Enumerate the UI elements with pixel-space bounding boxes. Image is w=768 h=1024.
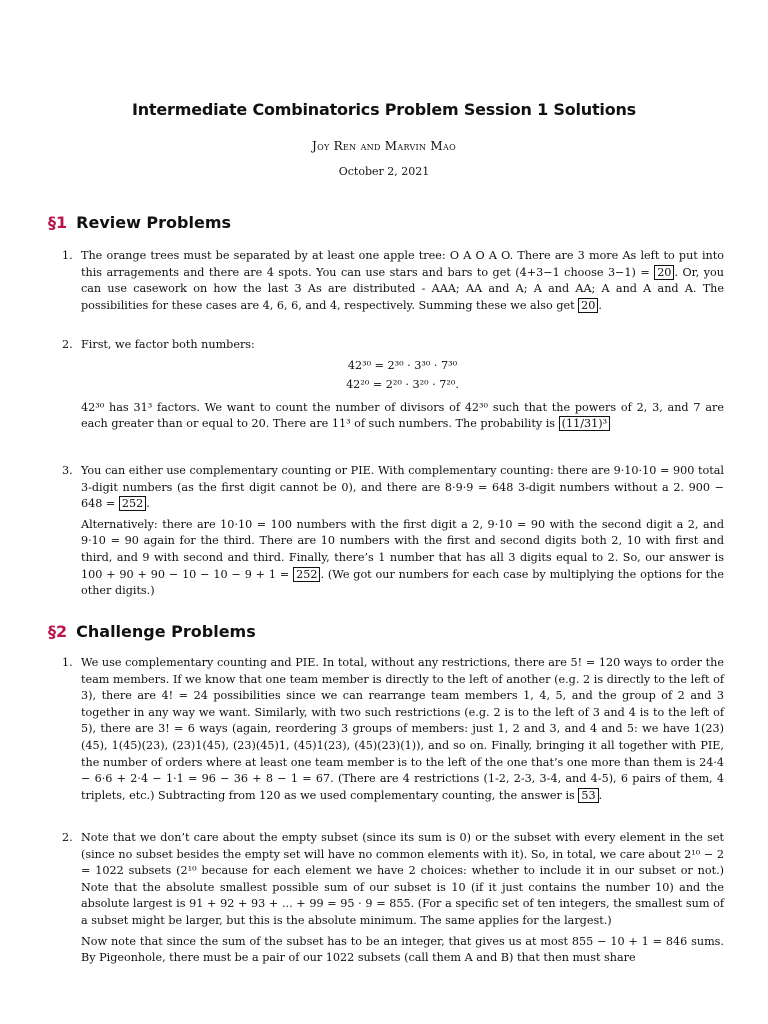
document-title: Intermediate Combinatorics Problem Session 1 Solutions: [131, 100, 637, 119]
solution-text: 42³⁰ has 31³ factors. We want to count the number of divisors of 42³⁰ such that the powers of 2, 3, and 7 are each greater than or equal to 20. There are 11³ of such numbers. The probability is: [81, 400, 724, 431]
section-title: Challenge Problems: [76, 622, 256, 641]
solution-text: .: [598, 298, 602, 312]
review-problem-3: [62, 463, 724, 600]
solution-text: You can either use complementary counting or PIE. With complementary counting: there are 9·10·10 = 900 total 3-digit numbers (as the first digit cannot be 0), and there are 8·9·9 = 648 3-digit numbers without a 2. 900 − 648 =: [81, 464, 724, 511]
solution-text: The orange trees must be separated by at least one apple tree: O A O A O. There are 3 more As left to put into this arragements and there are 4 spots. You can use stars and bars to get (4+3−1 choose 3−1) =: [81, 249, 724, 279]
solution-text: . (We got our numbers for each case by multiplying the options for the other digits.): [81, 567, 724, 598]
document-authors: Joy Ren and Marvin Mao: [312, 139, 456, 153]
solution-text: . Or, you can use casework on how the last 3 As are distributed - AAA; AA and A; A and AA; A and A and A. The possibilities for these cases are 4, 6, 6, and 4, respectively. Summing these we also get: [81, 265, 724, 312]
boxed-answer: 252: [119, 496, 146, 511]
item-number: 2.: [62, 831, 73, 844]
challenge-problem-2: [62, 830, 724, 967]
boxed-answer: 20: [578, 298, 598, 313]
document-date: October 2, 2021: [338, 165, 430, 178]
solution-text: We use complementary counting and PIE. In total, without any restrictions, there are 5! = 120 ways to order the team members. If we know that one team member is directly to the left of another (e.g. 2 is directly to the left of 3), there are 4! = 24 possibilities since we can rearrange team members 1, 4, 5, and the group of 2 and 3 together in any way we want. Similarly, with two such restrictions (e.g. 2 is to the left of 3 and 4 is to the left of 5), there are 3! = 6 ways (again, reordering 3 groups of members: just 1, 2 and 3, and 4 and 5: we have 1(23)(45), 1(45)(23), (23)1(45), (23)(45)1, (45)1(23), (45)(23)(1)), and so on. Finally, bringing it all together with PIE, the number of orders where at least one team member is to the left of the one that’s one more than them is 24·4 − 6·6 + 2·4 − 1·1 = 96 − 36 + 8 − 1 = 67. (There are 4 restrictions (1-2, 2-3, 3-4, and 4-5), 6 pairs of them, 4 triplets, etc.) Subtracting from 120 as we used complementary counting, the answer is: [81, 656, 724, 802]
equation: 42²⁰ = 2²⁰ · 3²⁰ · 7²⁰.: [346, 378, 459, 392]
section-number: §1: [48, 213, 68, 232]
solution-text: .: [598, 788, 603, 802]
section-number: §2: [48, 622, 68, 641]
boxed-answer: 252: [293, 567, 320, 582]
solution-text: Alternatively: there are 10·10 = 100 numbers with the first digit a 2, 9·10 = 90 with the second digit a 2, and 9·10 = 90 again for the third. There are 10 numbers with the first and second digits both 2, 10 with first and third, and 9 with second and third. Finally, there’s 1 number that has all 3 digits equal to 2. So, our answer is 100 + 90 + 90 − 10 − 10 − 9 + 1 =: [81, 517, 724, 581]
section-heading-review: [48, 213, 231, 232]
solution-text: Note that we don’t care about the empty subset (since its sum is 0) or the subset with every element in the set (since no subset besides the empty set will have no common elements with it). So, in total, we care about 2¹⁰ − 2 = 1022 subsets (2¹⁰ because for each element we have 2 choices: whether to include it in our subset or not.) Note that the absolute smallest possible sum of our subset is 10 (if it just contains the number 10) and the absolute largest is 91 + 92 + 93 + ... + 99 = 95 · 9 = 855. (For a specific set of ten integers, the smallest sum of a subset might be larger, but this is the absolute minimum. The same applies for the largest.): [81, 831, 724, 927]
boxed-answer: 53: [578, 788, 598, 803]
solution-text: Now note that since the sum of the subset has to be an integer, that gives us at most 855 − 10 + 1 = 846 sums. By Pigeonhole, there must be a pair of our 1022 subsets (call them A and B) that then must share: [81, 934, 724, 965]
review-problem-2: [62, 337, 724, 433]
section-heading-challenge: [48, 622, 256, 641]
solution-text: .: [146, 497, 150, 511]
item-number: 1.: [62, 656, 73, 669]
item-number: 2.: [62, 338, 73, 351]
boxed-answer: 20: [654, 265, 674, 280]
item-number: 1.: [62, 249, 73, 262]
section-title: Review Problems: [76, 213, 232, 232]
equation: 42³⁰ = 2³⁰ · 3³⁰ · 7³⁰: [347, 358, 458, 372]
item-number: 3.: [62, 464, 73, 477]
boxed-answer: (11/31)³: [559, 416, 610, 431]
review-problem-1: [62, 248, 724, 314]
solution-text: First, we factor both numbers:: [81, 338, 255, 351]
challenge-problem-1: [62, 655, 724, 804]
